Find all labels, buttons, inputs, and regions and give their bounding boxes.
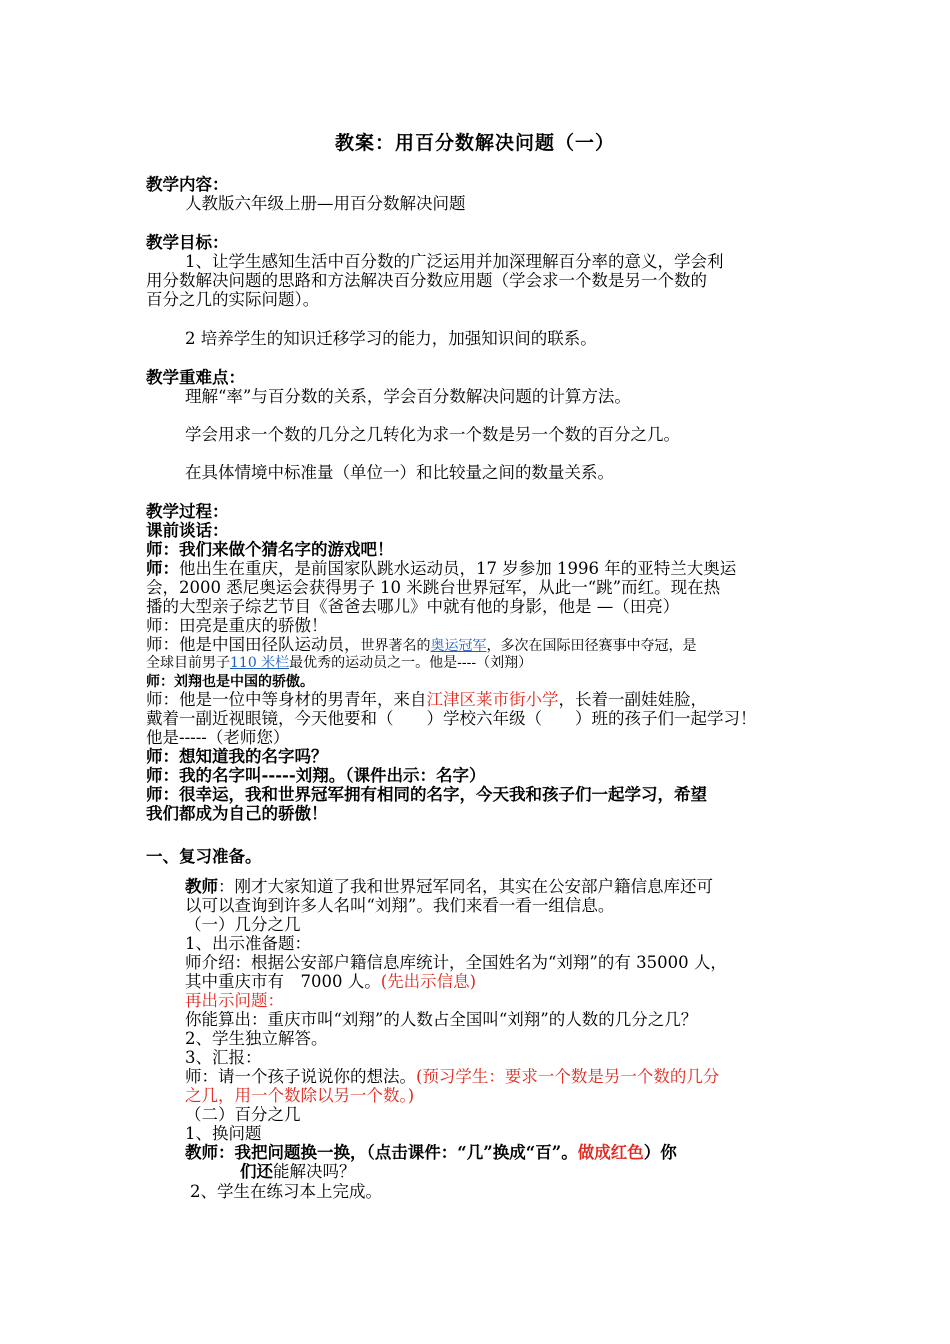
- talk-line-7: 师：想知道我的名字吗？: [146, 747, 328, 766]
- step-1-question: 你能算出：重庆市叫“刘翔”的人数占全国叫“刘翔”的人数的几分之几？: [185, 1010, 698, 1029]
- talk-line-8: 师：我的名字叫-----刘翔。（课件出示：名字）: [146, 766, 486, 785]
- key-point-3: 在具体情境中标准量（单位一）和比较量之间的数量关系。: [185, 463, 614, 482]
- talk-line-2-cont: 会，2000 悉尼奥运会获得男子 10 米跳台世界冠军，从此一“跳”而红。现在热: [146, 578, 721, 597]
- talk-line-4-cont: 全球目前男子110 米栏最优秀的运动员之一。他是----（刘翔）: [146, 655, 533, 671]
- key-points-heading: 教学重难点：: [146, 368, 245, 387]
- step-1-intro-cont: 其中重庆市有 7000 人。(先出示信息): [185, 972, 477, 991]
- talk-line-3: 师：田亮是重庆的骄傲！: [146, 616, 328, 635]
- review-teacher-line-1: 教师：刚才大家知道了我和世界冠军同名，其实在公安部户籍信息库还可: [185, 877, 713, 896]
- subsection-percent: （二）百分之几: [185, 1105, 301, 1124]
- talk-line-6-cont: 戴着一副近视眼镜，今天他要和（ ）学校六年级（ ）班的孩子们一起学习！: [146, 709, 757, 728]
- step-3-preview-note: 之几，用一个数除以另一个数。): [185, 1086, 415, 1105]
- percent-step-1-teacher-cont: 们还能解决吗？: [240, 1162, 356, 1181]
- goal-1-line-1: 1、让学生感知生活中百分数的广泛运用并加深理解百分率的意义，学会利: [185, 252, 724, 271]
- step-1-intro: 师介绍：根据公安部户籍信息库统计，全国姓名为“刘翔”的有 35000 人，: [185, 953, 727, 972]
- goal-1-line-3: 百分之几的实际问题）。: [146, 290, 320, 309]
- talk-line-5: 师：刘翔也是中国的骄傲。: [146, 674, 314, 690]
- talk-line-9: 师：很幸运，我和世界冠军拥有相同的名字，今天我和孩子们一起学习，希望: [146, 785, 707, 804]
- talk-line-9-cont: 我们都成为自己的骄傲！: [146, 804, 328, 823]
- step-2: 2、学生独立解答。: [185, 1029, 328, 1048]
- process-heading: 教学过程：: [146, 502, 229, 521]
- step-1-show-question: 再出示问题：: [185, 991, 284, 1010]
- goal-1-line-2: 用分数解决问题的思路和方法解决百分数应用题（学会求一个数是另一个数的: [146, 271, 707, 290]
- olympic-champion-link[interactable]: 奥运冠军: [430, 638, 487, 654]
- talk-line-2-cont-2: 播的大型亲子综艺节目《爸爸去哪儿》中就有他的身影，他是 —（田亮）: [146, 597, 680, 616]
- goal-2: 2 培养学生的知识迁移学习的能力，加强知识间的联系。: [185, 329, 597, 348]
- talk-line-6-cont-2: 他是-----（老师您）: [146, 728, 290, 747]
- talk-line-4: 师：他是中国田径队运动员，世界著名的奥运冠军，多次在国际田径赛事中夺冠，是: [146, 635, 697, 654]
- percent-step-2: 2、学生在练习本上完成。: [190, 1182, 382, 1201]
- pre-talk-heading: 课前谈话：: [146, 521, 229, 540]
- percent-step-1-teacher: 教师：我把问题换一换，（点击课件：“几”换成“百”。做成红色）你: [185, 1143, 677, 1162]
- key-point-2: 学会用求一个数的几分之几转化为求一个数是另一个数的百分之几。: [185, 425, 680, 444]
- percent-step-1: 1、换问题: [185, 1124, 262, 1143]
- subsection-fraction: （一）几分之几: [185, 915, 301, 934]
- talk-line-2: 师：他出生在重庆，是前国家队跳水运动员，17 岁参加 1996 年的亚特兰大奥运: [146, 559, 737, 578]
- content-text: 人教版六年级上册—用百分数解决问题: [185, 194, 466, 213]
- page-title: 教案：用百分数解决问题（一）: [334, 132, 615, 154]
- key-point-1: 理解“率”与百分数的关系，学会百分数解决问题的计算方法。: [185, 387, 631, 406]
- step-3: 3、汇报：: [185, 1048, 262, 1067]
- step-3-teacher: 师：请一个孩子说说你的想法。(预习学生：要求一个数是另一个数的几分: [185, 1067, 720, 1086]
- talk-line-1: 师：我们来做个猜名字的游戏吧！: [146, 540, 394, 559]
- section-review-heading: 一、复习准备。: [146, 847, 262, 866]
- step-1: 1、出示准备题：: [185, 934, 311, 953]
- content-heading: 教学内容：: [146, 175, 229, 194]
- hurdles-link[interactable]: 110 米栏: [230, 655, 290, 671]
- talk-line-6: 师：他是一位中等身材的男青年，来自江津区莱市街小学，长着一副娃娃脸，: [146, 690, 707, 709]
- review-teacher-line-2: 以可以查询到许多人名叫“刘翔”。我们来看一看一组信息。: [185, 896, 615, 915]
- goals-heading: 教学目标：: [146, 233, 229, 252]
